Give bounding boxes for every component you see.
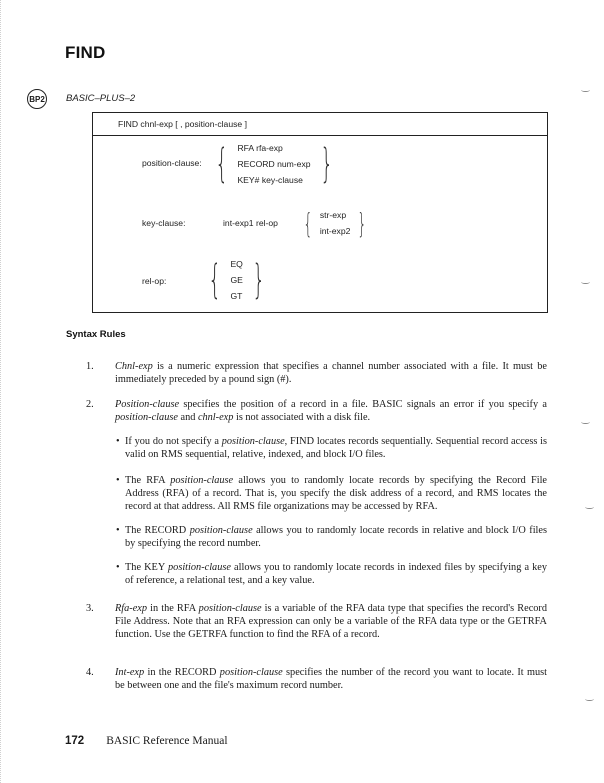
margin-mark xyxy=(581,88,590,92)
bullet-icon: • xyxy=(116,525,120,536)
rule-term: Position-clause xyxy=(115,399,180,410)
rule-number: 2. xyxy=(86,399,94,410)
page-edge xyxy=(0,0,2,783)
option: int-exp2 xyxy=(319,226,351,236)
bullet-text: If you do not specify a xyxy=(125,436,222,447)
syntax-format-header xyxy=(93,113,547,136)
rule-text: in the RFA xyxy=(147,603,199,614)
rule-text: in the RECORD xyxy=(144,667,220,678)
rel-op-options xyxy=(202,256,271,304)
rel-op-label: rel-op: xyxy=(142,276,167,286)
rule-term: position-clause xyxy=(219,667,283,678)
rule-number: 4. xyxy=(86,667,94,678)
bullet-text: The RFA xyxy=(125,475,171,486)
rule-text: specifies the position of a record in a file. BASIC signals an error if you specify a xyxy=(179,399,547,410)
rule-term: chnl-exp xyxy=(197,412,234,423)
bullet-icon: • xyxy=(116,436,120,447)
rule-term: Rfa-exp xyxy=(115,603,148,614)
rule-number: 3. xyxy=(86,603,94,614)
position-clause-options xyxy=(209,140,339,188)
right-brace-icon: } xyxy=(319,141,333,187)
rule-text: is a variable of the RFA data type that specifies the record's Record File Address. Note that an RFA expression can only be a variable of the RFA data type or the GETRFA function. Use the GETRFA function to find the RFA of a record. xyxy=(115,603,547,640)
bullet-term: position-clause xyxy=(168,562,231,573)
left-brace-icon: { xyxy=(208,257,222,303)
language-label: BASIC–PLUS–2 xyxy=(66,93,136,104)
rule-number: 1. xyxy=(86,361,94,372)
position-clause-label: position-clause: xyxy=(142,158,202,168)
rule-text: is not associated with a disk file. xyxy=(233,412,371,423)
bullet-text: The RECORD xyxy=(125,525,190,536)
margin-mark xyxy=(585,697,594,701)
option-list xyxy=(227,256,245,304)
bullet-icon: • xyxy=(116,562,120,573)
bullet-item xyxy=(116,561,548,587)
bullet-text: allows you to randomly locate records in indexed files by specifying a key of reference, a relational test, and a key value. xyxy=(125,562,548,586)
page-title: FIND xyxy=(65,43,106,62)
option: str-exp xyxy=(319,210,347,220)
bullet-icon: • xyxy=(116,475,120,486)
left-brace-icon: { xyxy=(215,141,229,187)
rule-term: Chnl-exp xyxy=(115,361,153,372)
rule-term: Int-exp xyxy=(115,667,145,678)
key-clause-options xyxy=(299,207,371,239)
option: EQ xyxy=(230,259,243,269)
manual-title: BASIC Reference Manual xyxy=(106,735,228,747)
bullet-text: allows you to randomly locate records in relative and block I/O files by specifying the record number. xyxy=(125,525,547,549)
rule-text: specifies the number of the record you want to locate. It must be between one and the file's maximum record number. xyxy=(115,667,548,691)
margin-mark xyxy=(585,505,594,509)
bullet-text: The KEY xyxy=(125,562,169,573)
left-brace-icon: { xyxy=(303,206,313,240)
option: GE xyxy=(230,275,243,285)
bullet-item xyxy=(116,524,547,550)
right-brace-icon: } xyxy=(357,206,367,240)
rule-term: position-clause xyxy=(198,603,262,614)
key-clause-prefix: int-exp1 rel-op xyxy=(223,218,278,228)
syntax-rule-4 xyxy=(86,666,548,692)
margin-mark xyxy=(581,420,590,424)
bullet-item xyxy=(116,435,547,461)
margin-mark xyxy=(581,280,590,284)
option-list xyxy=(317,207,354,239)
bullet-item xyxy=(116,474,547,513)
rule-text: and xyxy=(177,412,198,423)
bullet-term: position-clause xyxy=(189,525,253,536)
bullet-text: , FIND locates records sequentially. Sequential record access is valid on RMS sequential, relative, indexed, and block I/O files. xyxy=(125,436,547,460)
right-brace-icon: } xyxy=(252,257,265,303)
bullet-text: allows you to randomly locate records by specifying the Record File Address (RFA) of a record. That is, you specify the disk address of a record, and RMS locates the record at that address. All RMS file organizations may be accessed by RFA. xyxy=(125,475,547,512)
syntax-rules-heading: Syntax Rules xyxy=(66,329,126,340)
key-clause-label: key-clause: xyxy=(142,218,186,228)
syntax-rule-2 xyxy=(86,398,547,424)
rule-term: position-clause xyxy=(115,412,178,423)
option: RECORD num-exp xyxy=(237,159,311,169)
bp2-badge xyxy=(27,89,47,109)
option: KEY# key-clause xyxy=(237,175,303,185)
bullet-term: position-clause xyxy=(170,475,234,486)
option: RFA rfa-exp xyxy=(237,143,283,153)
option-list xyxy=(234,140,313,188)
syntax-box xyxy=(92,112,548,313)
rule-text: is a numeric expression that specifies a channel number associated with a file. It must be immediately preceded by a pound sign (#). xyxy=(115,361,547,385)
syntax-format: FIND chnl-exp [ , position-clause ] xyxy=(118,119,247,129)
option: GT xyxy=(230,291,243,301)
page-footer xyxy=(65,735,228,747)
badge-label: BP2 xyxy=(29,94,45,104)
syntax-rule-1 xyxy=(86,360,547,386)
page-number: 172 xyxy=(65,735,85,747)
syntax-rule-3 xyxy=(86,602,547,641)
bullet-term: position-clause xyxy=(221,436,285,447)
